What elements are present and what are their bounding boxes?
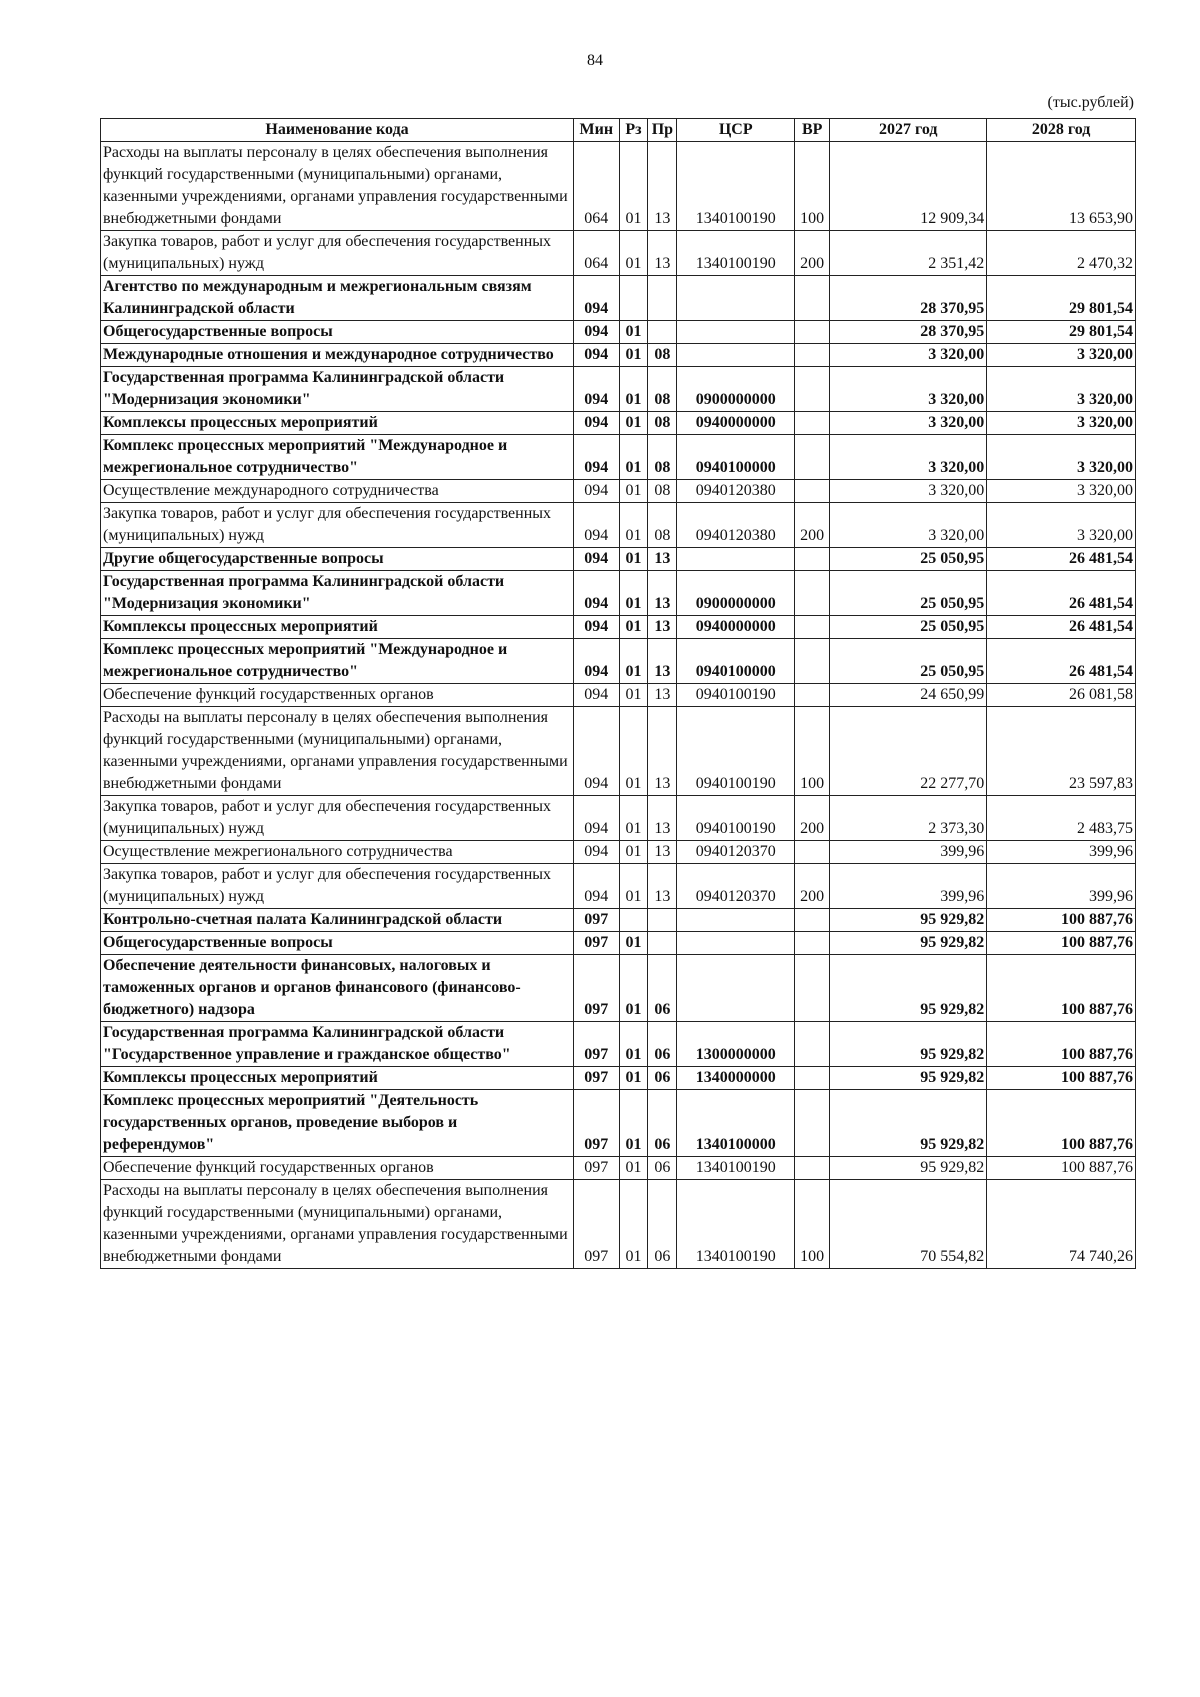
header-rz: Рз (619, 119, 648, 142)
cell-name: Закупка товаров, работ и услуг для обеспечения государственных (муниципальных) нужд (101, 231, 574, 276)
table-row (101, 684, 1136, 707)
cell-pr: 06 (648, 1022, 677, 1067)
table-row (101, 932, 1136, 955)
cell-pr (648, 932, 677, 955)
cell-min: 094 (574, 707, 619, 796)
table-row (101, 616, 1136, 639)
cell-vr (795, 1067, 830, 1090)
cell-2028: 100 887,76 (987, 1022, 1136, 1067)
cell-2028: 3 320,00 (987, 435, 1136, 480)
cell-name: Другие общегосударственные вопросы (101, 548, 574, 571)
cell-2028: 100 887,76 (987, 955, 1136, 1022)
cell-pr (648, 909, 677, 932)
cell-csr: 0900000000 (677, 571, 795, 616)
table-row (101, 503, 1136, 548)
cell-2028: 3 320,00 (987, 503, 1136, 548)
header-vr: ВР (795, 119, 830, 142)
cell-rz: 01 (619, 548, 648, 571)
cell-2027: 28 370,95 (830, 276, 987, 321)
cell-csr (677, 909, 795, 932)
cell-min: 097 (574, 1067, 619, 1090)
cell-csr: 0940120370 (677, 841, 795, 864)
table-row (101, 480, 1136, 503)
cell-name: Расходы на выплаты персоналу в целях обеспечения выполнения функций государственными (муниципальными) органами, казенными учреждениями, органами управления государственными внебюджетными фондами (101, 142, 574, 231)
cell-2027: 25 050,95 (830, 571, 987, 616)
table-row (101, 571, 1136, 616)
budget-table (100, 118, 1136, 1269)
cell-csr: 0940120370 (677, 864, 795, 909)
cell-2027: 3 320,00 (830, 344, 987, 367)
cell-rz: 01 (619, 1157, 648, 1180)
table-row (101, 548, 1136, 571)
cell-name: Закупка товаров, работ и услуг для обеспечения государственных (муниципальных) нужд (101, 796, 574, 841)
cell-2027: 399,96 (830, 864, 987, 909)
table-row (101, 1090, 1136, 1157)
cell-2028: 26 481,54 (987, 548, 1136, 571)
cell-vr: 200 (795, 503, 830, 548)
cell-vr (795, 909, 830, 932)
units-label: (тыс.рублей) (1047, 94, 1134, 111)
cell-2027: 95 929,82 (830, 1157, 987, 1180)
cell-pr: 13 (648, 639, 677, 684)
header-min: Мин (574, 119, 619, 142)
cell-csr: 0940000000 (677, 412, 795, 435)
cell-pr: 06 (648, 955, 677, 1022)
cell-vr (795, 548, 830, 571)
cell-2028: 26 481,54 (987, 639, 1136, 684)
cell-pr: 06 (648, 1180, 677, 1269)
cell-rz: 01 (619, 684, 648, 707)
cell-2027: 95 929,82 (830, 955, 987, 1022)
cell-csr: 1340000000 (677, 1067, 795, 1090)
cell-csr: 1340100000 (677, 1090, 795, 1157)
cell-2028: 74 740,26 (987, 1180, 1136, 1269)
cell-csr (677, 548, 795, 571)
cell-pr (648, 321, 677, 344)
cell-vr: 200 (795, 864, 830, 909)
cell-rz (619, 276, 648, 321)
cell-csr: 0940100190 (677, 707, 795, 796)
cell-min: 097 (574, 1022, 619, 1067)
cell-name: Государственная программа Калининградской области "Модернизация экономики" (101, 367, 574, 412)
cell-rz: 01 (619, 1067, 648, 1090)
cell-2027: 95 929,82 (830, 1022, 987, 1067)
cell-name: Комплекс процессных мероприятий "Международное и межрегиональное сотрудничество" (101, 435, 574, 480)
header-csr: ЦСР (677, 119, 795, 142)
cell-min: 094 (574, 344, 619, 367)
cell-2027: 95 929,82 (830, 909, 987, 932)
cell-csr (677, 955, 795, 1022)
header-pr: Пр (648, 119, 677, 142)
cell-min: 094 (574, 503, 619, 548)
cell-2028: 26 081,58 (987, 684, 1136, 707)
cell-2028: 3 320,00 (987, 412, 1136, 435)
cell-min: 094 (574, 480, 619, 503)
cell-name: Агентство по международным и межрегиональным связям Калининградской области (101, 276, 574, 321)
cell-2028: 29 801,54 (987, 276, 1136, 321)
cell-pr: 13 (648, 684, 677, 707)
table-row (101, 707, 1136, 796)
cell-2027: 28 370,95 (830, 321, 987, 344)
cell-csr: 1340100190 (677, 231, 795, 276)
cell-rz: 01 (619, 864, 648, 909)
cell-rz: 01 (619, 435, 648, 480)
cell-rz: 01 (619, 142, 648, 231)
cell-min: 094 (574, 639, 619, 684)
cell-vr (795, 367, 830, 412)
cell-rz: 01 (619, 344, 648, 367)
cell-pr: 13 (648, 864, 677, 909)
cell-csr: 0940000000 (677, 616, 795, 639)
cell-min: 094 (574, 548, 619, 571)
cell-2027: 24 650,99 (830, 684, 987, 707)
cell-min: 097 (574, 1090, 619, 1157)
cell-name: Комплексы процессных мероприятий (101, 616, 574, 639)
cell-vr: 100 (795, 1180, 830, 1269)
cell-vr: 100 (795, 142, 830, 231)
cell-2027: 3 320,00 (830, 367, 987, 412)
table-row (101, 639, 1136, 684)
cell-rz: 01 (619, 955, 648, 1022)
cell-pr (648, 276, 677, 321)
cell-rz: 01 (619, 796, 648, 841)
page-number: 84 (587, 52, 603, 69)
cell-vr (795, 639, 830, 684)
cell-csr: 0940100190 (677, 684, 795, 707)
cell-pr: 13 (648, 142, 677, 231)
cell-pr: 06 (648, 1157, 677, 1180)
cell-rz: 01 (619, 639, 648, 684)
cell-min: 097 (574, 932, 619, 955)
cell-min: 097 (574, 1180, 619, 1269)
cell-vr (795, 955, 830, 1022)
cell-2027: 2 351,42 (830, 231, 987, 276)
cell-name: Контрольно-счетная палата Калининградской области (101, 909, 574, 932)
cell-min: 094 (574, 571, 619, 616)
cell-csr: 0940100000 (677, 435, 795, 480)
cell-rz: 01 (619, 1090, 648, 1157)
cell-csr: 1340100190 (677, 1180, 795, 1269)
cell-rz: 01 (619, 571, 648, 616)
cell-2027: 399,96 (830, 841, 987, 864)
cell-2028: 399,96 (987, 841, 1136, 864)
cell-2027: 3 320,00 (830, 480, 987, 503)
cell-csr: 0940100190 (677, 796, 795, 841)
cell-name: Обеспечение деятельности финансовых, налоговых и таможенных органов и органов финансового (финансово-бюджетного) надзора (101, 955, 574, 1022)
cell-name: Закупка товаров, работ и услуг для обеспечения государственных (муниципальных) нужд (101, 864, 574, 909)
cell-pr: 08 (648, 480, 677, 503)
cell-2028: 3 320,00 (987, 367, 1136, 412)
cell-pr: 08 (648, 344, 677, 367)
cell-name: Обеспечение функций государственных органов (101, 684, 574, 707)
cell-vr (795, 571, 830, 616)
cell-pr: 13 (648, 231, 677, 276)
cell-2027: 25 050,95 (830, 616, 987, 639)
cell-rz (619, 909, 648, 932)
cell-2028: 3 320,00 (987, 480, 1136, 503)
table-row (101, 231, 1136, 276)
cell-2027: 3 320,00 (830, 503, 987, 548)
table-header-row (101, 119, 1136, 142)
cell-2028: 29 801,54 (987, 321, 1136, 344)
cell-vr (795, 841, 830, 864)
table-body (101, 142, 1136, 1269)
cell-min: 094 (574, 412, 619, 435)
table-row (101, 1067, 1136, 1090)
cell-2027: 12 909,34 (830, 142, 987, 231)
cell-name: Закупка товаров, работ и услуг для обеспечения государственных (муниципальных) нужд (101, 503, 574, 548)
cell-pr: 08 (648, 435, 677, 480)
table-row (101, 142, 1136, 231)
cell-name: Расходы на выплаты персоналу в целях обеспечения выполнения функций государственными (муниципальными) органами, казенными учреждениями, органами управления государственными внебюджетными фондами (101, 707, 574, 796)
cell-vr (795, 344, 830, 367)
cell-2028: 26 481,54 (987, 616, 1136, 639)
cell-pr: 08 (648, 503, 677, 548)
cell-min: 064 (574, 142, 619, 231)
cell-rz: 01 (619, 841, 648, 864)
cell-2027: 3 320,00 (830, 435, 987, 480)
cell-vr (795, 932, 830, 955)
cell-2027: 25 050,95 (830, 548, 987, 571)
cell-name: Комплексы процессных мероприятий (101, 1067, 574, 1090)
cell-name: Общегосударственные вопросы (101, 321, 574, 344)
cell-csr (677, 276, 795, 321)
cell-csr (677, 344, 795, 367)
cell-vr (795, 480, 830, 503)
cell-vr (795, 1022, 830, 1067)
cell-vr (795, 616, 830, 639)
table-row (101, 367, 1136, 412)
cell-2028: 2 483,75 (987, 796, 1136, 841)
table-row (101, 1022, 1136, 1067)
cell-rz: 01 (619, 367, 648, 412)
cell-2028: 23 597,83 (987, 707, 1136, 796)
header-name: Наименование кода (101, 119, 574, 142)
cell-rz: 01 (619, 932, 648, 955)
cell-pr: 06 (648, 1090, 677, 1157)
table-row (101, 955, 1136, 1022)
table-row (101, 344, 1136, 367)
cell-vr (795, 1157, 830, 1180)
cell-name: Обеспечение функций государственных органов (101, 1157, 574, 1180)
cell-2028: 100 887,76 (987, 909, 1136, 932)
cell-vr (795, 276, 830, 321)
cell-pr: 13 (648, 571, 677, 616)
cell-min: 094 (574, 435, 619, 480)
table-row (101, 1157, 1136, 1180)
cell-2028: 26 481,54 (987, 571, 1136, 616)
table-row (101, 321, 1136, 344)
cell-name: Комплекс процессных мероприятий "Деятельность государственных органов, проведение выборов и референдумов" (101, 1090, 574, 1157)
cell-min: 097 (574, 955, 619, 1022)
cell-min: 097 (574, 909, 619, 932)
cell-min: 094 (574, 841, 619, 864)
table-row (101, 864, 1136, 909)
cell-2028: 100 887,76 (987, 1090, 1136, 1157)
cell-2027: 25 050,95 (830, 639, 987, 684)
cell-vr (795, 1090, 830, 1157)
table-row (101, 1180, 1136, 1269)
cell-2028: 13 653,90 (987, 142, 1136, 231)
cell-csr: 0900000000 (677, 367, 795, 412)
cell-name: Расходы на выплаты персоналу в целях обеспечения выполнения функций государственными (муниципальными) органами, казенными учреждениями, органами управления государственными внебюджетными фондами (101, 1180, 574, 1269)
cell-name: Международные отношения и международное сотрудничество (101, 344, 574, 367)
cell-2028: 100 887,76 (987, 1157, 1136, 1180)
cell-min: 094 (574, 616, 619, 639)
cell-csr: 0940120380 (677, 480, 795, 503)
cell-rz: 01 (619, 480, 648, 503)
cell-min: 064 (574, 231, 619, 276)
cell-csr: 1340100190 (677, 142, 795, 231)
cell-vr (795, 435, 830, 480)
cell-name: Осуществление межрегионального сотрудничества (101, 841, 574, 864)
table-row (101, 909, 1136, 932)
cell-pr: 08 (648, 367, 677, 412)
cell-vr (795, 684, 830, 707)
header-2028: 2028 год (987, 119, 1136, 142)
cell-name: Осуществление международного сотрудничества (101, 480, 574, 503)
cell-2027: 70 554,82 (830, 1180, 987, 1269)
cell-2027: 95 929,82 (830, 1090, 987, 1157)
cell-rz: 01 (619, 707, 648, 796)
cell-rz: 01 (619, 1180, 648, 1269)
cell-vr: 200 (795, 231, 830, 276)
cell-csr (677, 932, 795, 955)
cell-min: 094 (574, 321, 619, 344)
table-row (101, 276, 1136, 321)
cell-rz: 01 (619, 616, 648, 639)
cell-min: 094 (574, 796, 619, 841)
cell-2027: 3 320,00 (830, 412, 987, 435)
cell-csr: 1340100190 (677, 1157, 795, 1180)
cell-pr: 06 (648, 1067, 677, 1090)
cell-min: 094 (574, 276, 619, 321)
cell-pr: 13 (648, 548, 677, 571)
table-row (101, 435, 1136, 480)
cell-pr: 13 (648, 616, 677, 639)
cell-name: Государственная программа Калининградской области "Модернизация экономики" (101, 571, 574, 616)
cell-vr: 100 (795, 707, 830, 796)
cell-vr (795, 321, 830, 344)
cell-min: 094 (574, 367, 619, 412)
header-2027: 2027 год (830, 119, 987, 142)
cell-min: 094 (574, 684, 619, 707)
cell-vr (795, 412, 830, 435)
table-row (101, 796, 1136, 841)
cell-csr: 0940120380 (677, 503, 795, 548)
cell-2027: 2 373,30 (830, 796, 987, 841)
cell-vr: 200 (795, 796, 830, 841)
cell-pr: 13 (648, 796, 677, 841)
cell-rz: 01 (619, 231, 648, 276)
cell-2027: 22 277,70 (830, 707, 987, 796)
cell-name: Общегосударственные вопросы (101, 932, 574, 955)
cell-csr: 0940100000 (677, 639, 795, 684)
cell-2028: 399,96 (987, 864, 1136, 909)
cell-2028: 100 887,76 (987, 932, 1136, 955)
cell-2028: 100 887,76 (987, 1067, 1136, 1090)
cell-2027: 95 929,82 (830, 1067, 987, 1090)
cell-2028: 2 470,32 (987, 231, 1136, 276)
cell-rz: 01 (619, 503, 648, 548)
cell-csr: 1300000000 (677, 1022, 795, 1067)
cell-name: Комплексы процессных мероприятий (101, 412, 574, 435)
table-row (101, 412, 1136, 435)
cell-rz: 01 (619, 412, 648, 435)
cell-name: Государственная программа Калининградской области "Государственное управление и гражданское общество" (101, 1022, 574, 1067)
cell-rz: 01 (619, 1022, 648, 1067)
cell-pr: 13 (648, 707, 677, 796)
table-row (101, 841, 1136, 864)
cell-2027: 95 929,82 (830, 932, 987, 955)
cell-pr: 13 (648, 841, 677, 864)
cell-csr (677, 321, 795, 344)
cell-rz: 01 (619, 321, 648, 344)
cell-pr: 08 (648, 412, 677, 435)
cell-min: 094 (574, 864, 619, 909)
cell-2028: 3 320,00 (987, 344, 1136, 367)
cell-min: 097 (574, 1157, 619, 1180)
cell-name: Комплекс процессных мероприятий "Международное и межрегиональное сотрудничество" (101, 639, 574, 684)
